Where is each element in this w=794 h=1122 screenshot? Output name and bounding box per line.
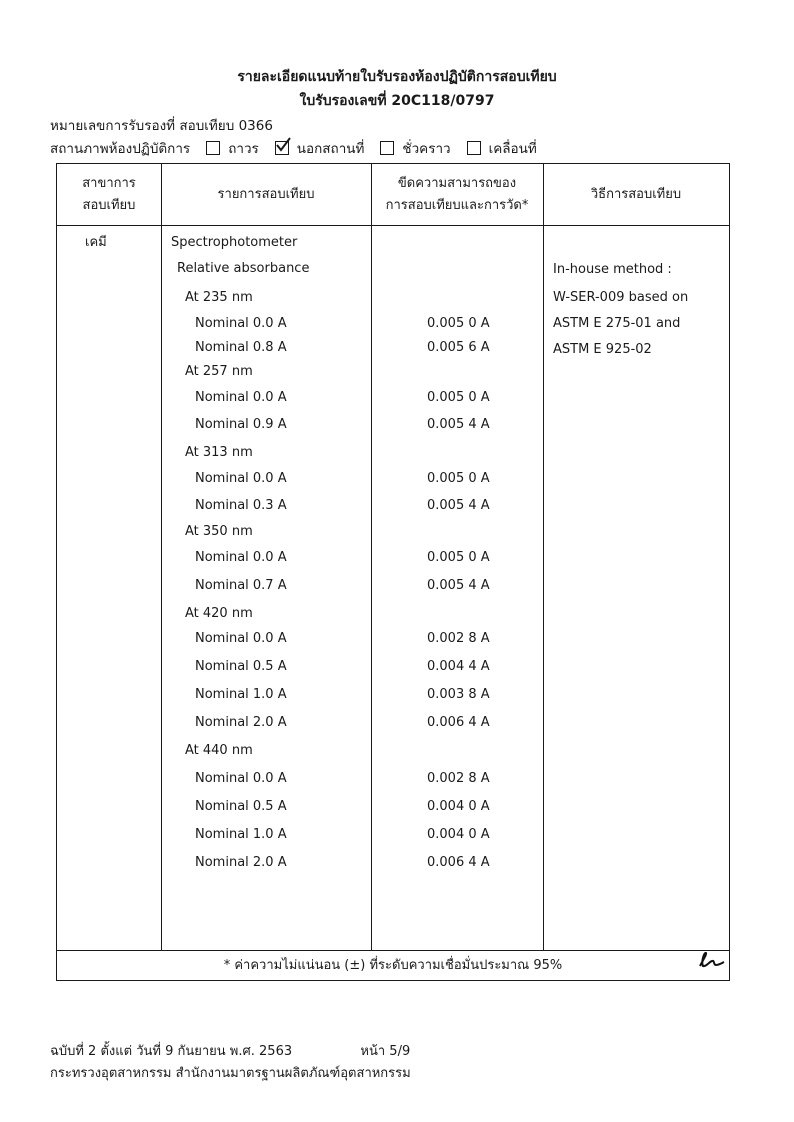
cmc-value: 0.006 4 A <box>427 855 490 870</box>
status-label-mobile: เคลื่อนที่ <box>488 141 537 157</box>
issue-date: ฉบับที่ 2 ตั้งแต่ วันที่ 9 กันยายน พ.ศ. 2563 <box>50 1044 293 1059</box>
wavelength-label: At 257 nm <box>185 364 253 379</box>
header-field-line2: สอบเทียบ <box>82 197 136 213</box>
nominal-label: Nominal 0.0 A <box>195 316 287 331</box>
accreditation-number: หมายเลขการรับรองที่ สอบเทียบ 0366 <box>50 118 273 134</box>
cmc-value: 0.005 4 A <box>427 417 490 432</box>
cmc-value: 0.002 8 A <box>427 631 490 646</box>
agency-name: กระทรวงอุตสาหกรรม สำนักงานมาตรฐานผลิตภัณฑ์อุตสาหกรรม <box>50 1066 411 1081</box>
nominal-label: Nominal 1.0 A <box>195 827 287 842</box>
cmc-value: 0.006 4 A <box>427 715 490 730</box>
initials-signature <box>697 950 727 970</box>
status-checkbox-mobile[interactable] <box>467 141 481 155</box>
uncertainty-footnote: * ค่าความไม่แน่นอน (±) ที่ระดับความเชื่อมั่นประมาณ 95% <box>223 958 563 973</box>
header-cmc <box>371 164 543 225</box>
method-line: ASTM E 275-01 and <box>553 316 681 331</box>
cmc-value: 0.005 0 A <box>427 471 490 486</box>
wavelength-label: At 440 nm <box>185 743 253 758</box>
nominal-label: Nominal 0.5 A <box>195 799 287 814</box>
header-cmc-line2: การสอบเทียบและการวัด* <box>385 197 529 213</box>
nominal-label: Nominal 0.9 A <box>195 417 287 432</box>
document-title: รายละเอียดแนบท้ายใบรับรองห้องปฏิบัติการสอบเทียบ <box>237 69 557 85</box>
cmc-value: 0.004 4 A <box>427 659 490 674</box>
cmc-value: 0.005 0 A <box>427 390 490 405</box>
status-label-permanent: ถาวร <box>228 141 259 157</box>
cmc-value: 0.002 8 A <box>427 771 490 786</box>
quantity-name: Relative absorbance <box>177 261 310 276</box>
nominal-label: Nominal 0.0 A <box>195 631 287 646</box>
wavelength-label: At 350 nm <box>185 524 253 539</box>
nominal-label: Nominal 1.0 A <box>195 687 287 702</box>
status-checkbox-onsite[interactable] <box>275 141 289 155</box>
cmc-value: 0.003 8 A <box>427 687 490 702</box>
page-number: หน้า 5/9 <box>360 1044 411 1059</box>
scope-table <box>56 163 730 981</box>
wavelength-label: At 235 nm <box>185 290 253 305</box>
nominal-label: Nominal 0.8 A <box>195 340 287 355</box>
cmc-value: 0.004 0 A <box>427 799 490 814</box>
method-line: W-SER-009 based on <box>553 290 689 305</box>
header-method: วิธีการสอบเทียบ <box>590 186 682 202</box>
wavelength-label: At 420 nm <box>185 606 253 621</box>
nominal-label: Nominal 0.3 A <box>195 498 287 513</box>
status-checkbox-temporary[interactable] <box>380 141 394 155</box>
header-field-line1: สาขาการ <box>82 175 136 191</box>
nominal-label: Nominal 0.0 A <box>195 471 287 486</box>
nominal-label: Nominal 0.5 A <box>195 659 287 674</box>
header-item: รายการสอบเทียบ <box>217 186 315 202</box>
method-line: ASTM E 925-02 <box>553 342 652 357</box>
cmc-value: 0.005 4 A <box>427 498 490 513</box>
cmc-value: 0.005 0 A <box>427 316 490 331</box>
nominal-label: Nominal 2.0 A <box>195 715 287 730</box>
cmc-value: 0.005 6 A <box>427 340 490 355</box>
lab-status-row <box>50 137 537 159</box>
nominal-label: Nominal 0.0 A <box>195 550 287 565</box>
status-label-onsite: นอกสถานที่ <box>296 141 365 157</box>
header-field <box>57 164 161 225</box>
header-cmc-line1: ขีดความสามารถของ <box>397 175 517 191</box>
field-name: เคมี <box>85 235 107 250</box>
nominal-label: Nominal 0.0 A <box>195 390 287 405</box>
lab-status-label: สถานภาพห้องปฏิบัติการ <box>50 141 191 157</box>
wavelength-label: At 313 nm <box>185 445 253 460</box>
cmc-value: 0.005 0 A <box>427 550 490 565</box>
cmc-value: 0.005 4 A <box>427 578 490 593</box>
cmc-value: 0.004 0 A <box>427 827 490 842</box>
status-checkbox-permanent[interactable] <box>206 141 220 155</box>
nominal-label: Nominal 2.0 A <box>195 855 287 870</box>
certificate-number: ใบรับรองเลขที่ 20C118/0797 <box>299 93 495 109</box>
issue-info <box>50 1040 410 1061</box>
status-label-temporary: ชั่วคราว <box>402 141 451 157</box>
instrument-name: Spectrophotometer <box>171 235 298 250</box>
nominal-label: Nominal 0.0 A <box>195 771 287 786</box>
method-line: In-house method : <box>553 262 672 277</box>
checkmark-icon <box>275 137 291 153</box>
nominal-label: Nominal 0.7 A <box>195 578 287 593</box>
